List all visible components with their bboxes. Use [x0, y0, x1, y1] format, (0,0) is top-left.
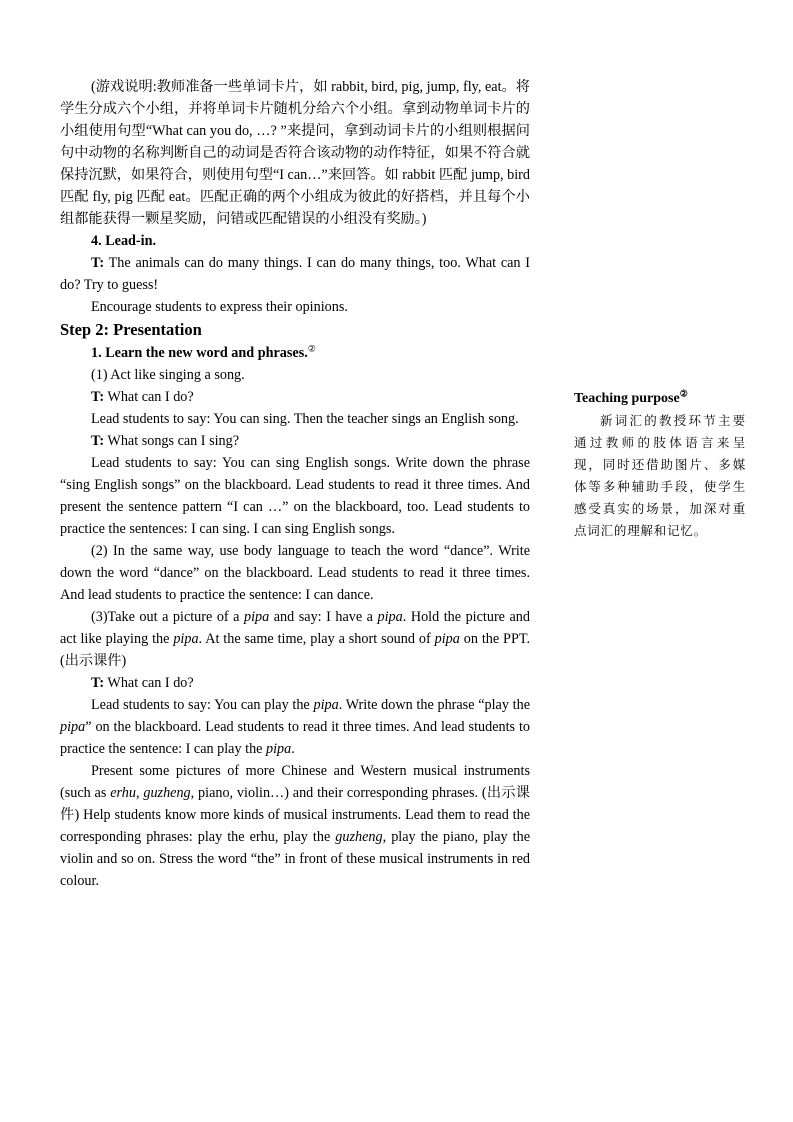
pipa-term: pipa	[434, 631, 460, 647]
p3-text-c: . Hold the picture and act like playing the	[60, 609, 530, 647]
teaching-purpose-body: 新词汇的教授环节主要通过教师的肢体语言来呈现，同时还借助图片、多媒体等多种辅助手段，使学生感受真实的场景，加深对重点词汇的理解和记忆。	[574, 414, 746, 538]
p3-text-b: and say: I have a	[269, 609, 378, 625]
p4-text-b: ,	[135, 785, 144, 801]
leadin-teacher-text: The animals can do many things. I can do many things, too. What can I do? Try to guess!	[60, 255, 530, 293]
p3-lead-c: ” on the blackboard. Lead students to read it three times. And lead students to practice the sentence: I can play the	[60, 719, 530, 757]
p3-teacher-line	[60, 672, 530, 694]
step2-heading: Step 2: Presentation	[60, 320, 202, 339]
p3-lead-a: Lead students to say: You can play the	[91, 697, 314, 713]
p4-text-d: , play the piano, play the violin and so on. Stress the word “the” in front of these musical instruments in red colour.	[60, 829, 530, 889]
p3-lead-d: .	[291, 741, 295, 757]
pipa-term: pipa	[173, 631, 199, 647]
p4-text-a: Present some pictures of more Chinese and Western musical instruments (such as	[60, 763, 530, 801]
leadin-teacher-line	[60, 252, 530, 296]
p3-lead	[60, 694, 530, 760]
teacher-label: T:	[91, 389, 105, 405]
guzheng-term: guzheng	[143, 785, 191, 801]
erhu-term: erhu	[110, 785, 136, 801]
p1-teacher-line-1	[60, 386, 530, 408]
p2: (2) In the same way, use body language to teach the word “dance”. Write down the word “dance” on the blackboard. Lead students to read it three times. And lead students to practice the sentence: I can dance.	[60, 543, 530, 603]
pipa-term: pipa	[313, 697, 339, 713]
p3-lead-b: . Write down the phrase “play the	[338, 697, 530, 713]
learn-footnote-mark: ②	[307, 343, 316, 354]
leadin-heading: 4. Lead-in.	[91, 233, 157, 249]
leadin-encourage: Encourage students to express their opinions.	[91, 299, 348, 315]
teacher-label: T:	[91, 433, 105, 449]
p3-text-a: (3)Take out a picture of a	[91, 609, 244, 625]
p1-teacher-text-2: What songs can I sing?	[104, 433, 240, 449]
p4-text-c: , piano, violin…) and their corresponding phrases. (出示课件) Help students know more kinds of musical instruments. Lead them to read the corresponding phrases: play the erhu, play the	[60, 785, 530, 845]
p1-lead-1: Lead students to say: You can sing. Then the teacher sings an English song.	[91, 411, 519, 427]
guzheng-term: guzheng	[335, 829, 383, 845]
main-column	[60, 76, 530, 892]
teaching-purpose-title-line	[574, 388, 746, 410]
learn-heading-line	[60, 342, 530, 364]
pipa-term: pipa	[243, 609, 270, 625]
teacher-label: T:	[91, 255, 105, 271]
p3-text-e: on the PPT. (出示课件)	[60, 631, 530, 669]
pipa-term: pipa	[60, 719, 86, 735]
teacher-label: T:	[91, 675, 105, 691]
p3-text-d: . At the same time, play a short sound of	[198, 631, 435, 647]
teaching-purpose-sidebar	[574, 388, 746, 542]
pipa-term: pipa	[266, 741, 292, 757]
p1-teacher-text-1: What can I do?	[104, 389, 194, 405]
learn-heading: 1. Learn the new word and phrases.	[91, 345, 308, 361]
game-note: (游戏说明:教师准备一些单词卡片，如 rabbit, bird, pig, jump, fly, eat。将学生分成六个小组，并将单词卡片随机分给六个小组。拿到动物单词卡片的小组使用句型“What can you do, …? ”来提问，拿到动词卡片的小组则根据问句中动物的名称判断自己的动词是否符合该动物的动作特征，如果不符合就保持沉默，如果符合，则使用句型“I can…”来回答。如 rabbit 匹配 jump, bird 匹配 fly, pig 匹配 eat。匹配正确的两个小组成为彼此的好搭档，并且每个小组都能获得一颗星奖励，问错或匹配错误的小组没有奖励。)	[60, 79, 530, 227]
p3	[60, 606, 530, 672]
p1-lead-2: Lead students to say: You can sing English songs. Write down the phrase “sing English songs” on the blackboard. Lead students to read it three times. And present the sentence pattern “I can …” on the blackboard, too. Lead students to practice the sentences: I can sing. I can sing English songs.	[60, 455, 530, 537]
p1-teacher-line-2	[60, 430, 530, 452]
teaching-purpose-title: Teaching purpose	[574, 391, 680, 406]
p4	[60, 760, 530, 892]
teaching-purpose-footnote-mark: ②	[679, 388, 688, 399]
p3-teacher-text: What can I do?	[104, 675, 194, 691]
p1-act: (1) Act like singing a song.	[91, 367, 245, 383]
pipa-term: pipa	[377, 609, 403, 625]
